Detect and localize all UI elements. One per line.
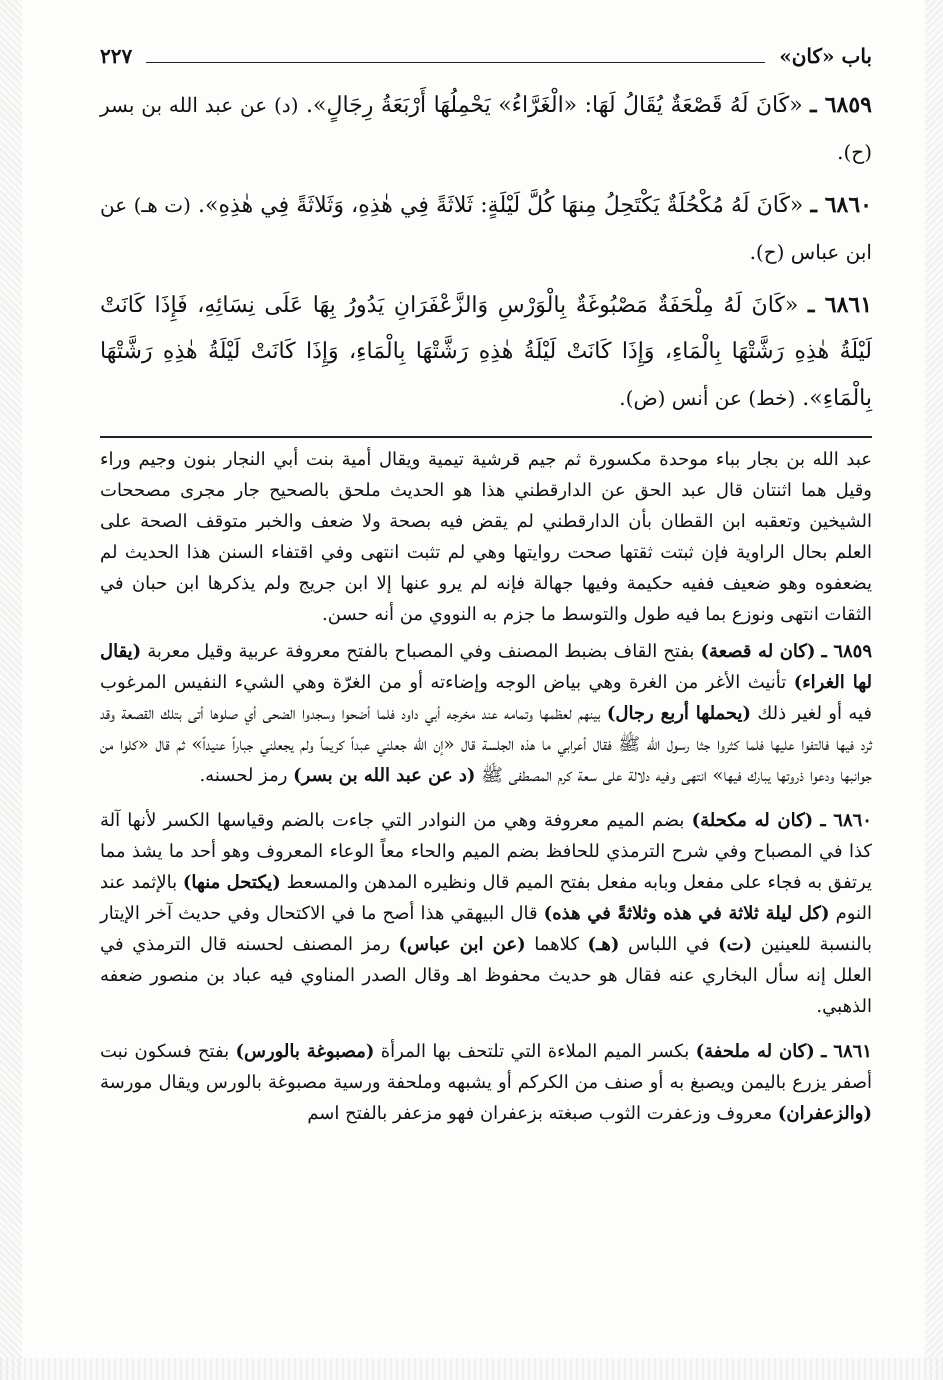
hadith-text: «كَانَ لَهُ قَصْعَةٌ يُقَالُ لَهَا: «الْغَرَّاءُ» يَحْمِلُهَا أَرْبَعَةُ رِجَالٍ». [306,93,803,118]
footnote-heading: (كان له مكحلة) [691,810,814,831]
footnote-text: معروف وزعفرت الثوب صبغته بزعفران فهو مزعفر بالفتح اسم [307,1103,778,1124]
footnote-text: بفتح فسكون نبت أصفر يزرع باليمن ويصبغ به أو صنف من الكركم أو يشبهه وملحفة ورسية مصبوغة بالورس ويقال مورسة [100,1041,872,1093]
footnote-divider [100,436,872,438]
hadith-reference: (ت هـ) عن ابن عباس (ح). [100,193,872,264]
page-content [100,36,872,1129]
footnote-bold-phrase: (هـ) [587,934,620,955]
spacer [100,791,872,799]
footnote-number: ٦٨٥٩ ـ [821,641,872,662]
footnote-text: رمز المصنف لحسنه قال الترمذي في العلل إنه سأل البخاري عنه فقال هو حديث محفوظ اهـ وقال الصدر المناوي فيه عباد بن منصور ضعفه الذهبي. [100,934,872,1017]
chapter-title: باب «كان» [779,44,872,68]
footnote-bold-phrase: (والزعفران) [777,1103,872,1124]
scan-edge-bottom [0,1358,943,1380]
scan-edge-left [0,0,22,1380]
footnote-text: عبد الله بن بجار بباء موحدة مكسورة ثم جيم قرشية تيمية ويقال أمية بنت أبي النجار بنون وجيم وراء وقيل هما اثنتان قال عبد الحق عن الدارقطني هذا هو الحديث ملحق بالصحيح جار مجرى مصححات الشيخين وتعقبه ابن القطان بأن الدارقطني لم يقض فيه بصحة ولا ضعف والخبر متوقف الصحة على العلم بحال الراوية فإن ثبتت ثقتها صحت روايتها وهي لم تثبت انتهى وفي اقتفاء السنن هذا الحديث لم يضعفوه وهو ضعيف ففيه حكيمة وفيها جهالة فإنه لم يرو عنها إلا ابن جريج ولم يذكرها ابن حبان في الثقات انتهى ونوزع بما فيه طول والتوسط ما جزم به النووي من أنه حسن. [100,449,872,625]
footnote-text: تأنيث الأغر من الغرة وهي بياض الوجه وإضاءته أو من الغرّة وهي الشيء النفيس المرغوب فيه أو لغير ذلك [100,672,872,724]
footnote-text: بضم الميم معروفة وهي من النوادر التي جاءت بالضم وقياسها الكسر لأنها آلة كذا في المصباح وفي شرح الترمذي للحافظ بضم الميم والحاء معاً الوعاء المعروف وهو أحد ما يشذ مما يرتفق به فجاء على مفعل وبابه مفعل بفتح الميم قال ونظيره المدهن والمسعط [100,810,872,893]
footnote-bold-phrase: (د عن عبد الله بن بسر) [293,765,476,786]
footnote-6860 [100,805,872,1022]
footnote-paragraph [100,805,872,1022]
footnote-text: كلاهما [525,934,588,955]
hadith-reference: (د) عن عبد الله بن بسر (ح). [100,93,872,164]
footnote-number: ٦٨٦٠ ـ [820,810,872,831]
footnote-text: رمز لحسنه. [199,765,294,786]
footnote-number: ٦٨٦١ ـ [821,1041,872,1062]
header-rule [146,62,765,63]
page-number: ٢٢٧ [100,44,133,68]
scan-edge-right [925,0,943,1380]
footnote-text: بكسر الميم الملاءة التي تلتحف بها المرأة [374,1041,690,1062]
footnote-heading: (كان له ملحفة) [695,1041,815,1062]
footnote-bold-phrase: (ت) [718,934,753,955]
hadith-text: «كَانَ لَهُ مُكْحُلَةٌ يَكْتَحِلُ مِنهَا كُلَّ لَيْلَةٍ: ثَلاثَةً فِي هٰذِهِ، وَثَلاثَةً فِي هٰذِهِ». [198,193,804,218]
footnote-bold-phrase: (مصبوغة بالورس) [235,1041,375,1062]
hadith-number: ٦٨٥٩ ـ [810,92,872,118]
running-header [100,36,872,76]
footnote-bold-phrase: (يكتحل منها) [182,872,281,893]
spacer [100,1022,872,1030]
footnote-paragraph [100,636,872,791]
footnote-6861 [100,1036,872,1129]
footnote-text: قال البيهقي هذا أصح ما في الاكتحال وفي حديث آخر الإيتار بالنسبة للعينين [100,903,872,955]
footnote-bold-phrase: (عن ابن عباس) [398,934,526,955]
footnote-bold-phrase: (يحملها أربع رجال) [606,703,752,724]
hadith-text: «كَانَ لَهُ مِلْحَفَةٌ مَصْبُوغَةٌ بِالْوَرْسِ وَالزَّعْفَرَانِ يَدُورُ بِهَا عَلَى نِسَائِهِ، فَإِذَا كَانَتْ لَيْلَةُ هٰذِهِ رَشَّتْهَا بِالْمَاءِ، وَإِذَا كَانَتْ لَيْلَةُ هٰذِهِ رَشَّتْهَا بِالْمَاءِ، وَإِذَا كَانَتْ لَيْلَةُ هٰذِهِ رَشَّتْهَا بِالْمَاءِ». [100,293,872,411]
footnote-heading: (كان له قصعة) [700,641,816,662]
hadith-number: ٦٨٦٠ ـ [810,192,872,218]
hadith-number: ٦٨٦١ ـ [808,292,873,318]
hadith-6860 [100,182,872,276]
hadith-6859 [100,82,872,176]
hadith-reference: (خط) عن أنس (ض). [619,386,796,410]
footnote-text: بفتح القاف بضبط المصنف وفي المصباح بالفتح معروفة عربية وقيل معربة [141,641,695,662]
footnote-paragraph [100,1036,872,1129]
hadith-6861 [100,282,872,422]
footnote-bold-phrase: (كل ليلة ثلاثة في هذه وثلاثةً في هذه) [543,903,830,924]
footnote-bold-phrase: (يقال لها الغراء) [100,641,872,693]
footnote-text: في اللباس [619,934,719,955]
footnote-6859 [100,636,872,791]
footnote-carryover [100,444,872,630]
footnote-text: بالإثمد عند النوم [100,872,872,924]
footnote-text: بينهم لعظمها وتمامه عند مخرجه أبي داود فلما أضحوا وسجدوا الضحى أي صلوها أتى بتلك القصعة وقد ثرد فيها فالتفوا عليها فلما كثروا جثا رسول الله ﷺ فقال أعرابي ما هذه الجلسة قال «إن الله جعلني عبداً كريماً ولم يجعلني جباراً عنيداً» ثم قال «كلوا من جوانبها ودعوا ذروتها يبارك فيها» انتهى وفيه دلالة على سعة كرم المصطفى ﷺ [100,703,872,786]
